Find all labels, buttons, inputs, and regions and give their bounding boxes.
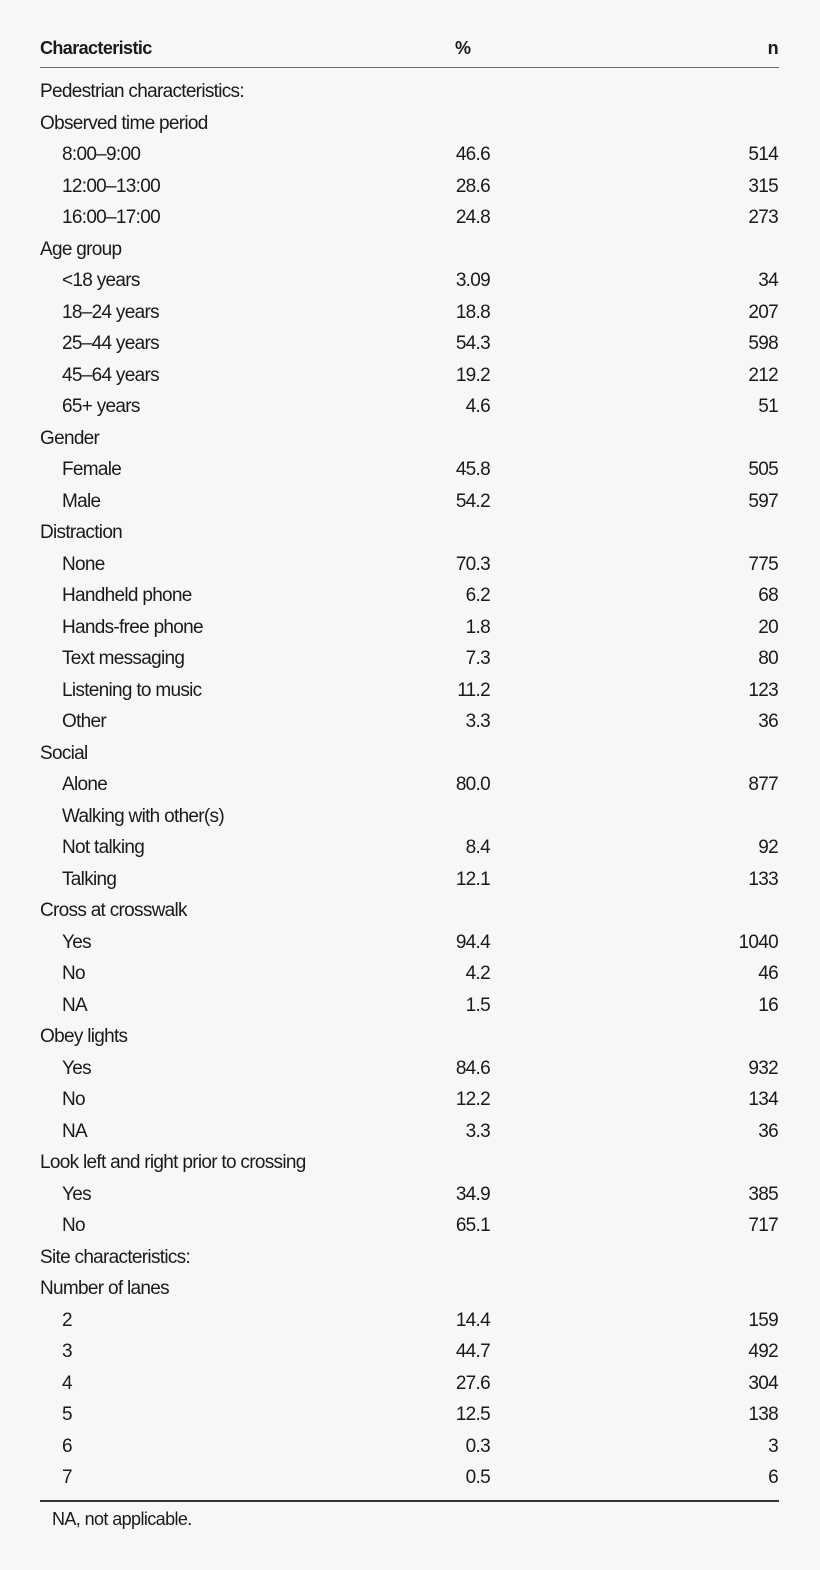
table-row [40, 612, 779, 644]
row-label: Other [62, 711, 107, 732]
row-percent: 0.5 [465, 1467, 490, 1488]
row-label: Social [40, 742, 88, 764]
row-n: 16 [758, 994, 778, 1016]
row-label: 5 [62, 1404, 72, 1425]
row-label: Distraction [40, 522, 123, 543]
table-header [40, 30, 779, 68]
row-label: Alone [62, 774, 108, 795]
row-label: Talking [62, 868, 117, 890]
row-label: Yes [62, 931, 91, 953]
row-n: 207 [748, 301, 778, 323]
row-percent: 12.5 [455, 1404, 490, 1425]
row-n: 159 [748, 1309, 778, 1331]
row-percent: 34.9 [455, 1183, 490, 1205]
row-percent: 27.6 [455, 1372, 490, 1394]
row-label: Obey lights [40, 1026, 128, 1047]
row-percent: 19.2 [455, 364, 490, 386]
table-row [40, 1368, 779, 1400]
row-label: Not talking [62, 837, 145, 858]
row-label: Walking with other(s) [62, 805, 224, 827]
table-row [40, 580, 779, 612]
table-row [40, 1210, 779, 1242]
row-n: 505 [748, 459, 778, 480]
row-n: 51 [758, 396, 778, 417]
row-label: No [62, 963, 85, 984]
row-percent: 94.4 [455, 931, 490, 953]
table-footnote: NA, not applicable. [52, 1508, 192, 1529]
characteristics-table [40, 30, 779, 1530]
row-percent: 84.6 [455, 1057, 490, 1079]
row-n: 134 [748, 1089, 778, 1110]
row-label: Yes [62, 1057, 91, 1079]
header-characteristic: Characteristic [40, 38, 152, 58]
row-n: 3 [768, 1435, 778, 1457]
table-group-row [40, 234, 779, 266]
row-n: 717 [748, 1215, 778, 1236]
row-percent: 7.3 [465, 648, 490, 669]
row-percent: 80.0 [455, 774, 490, 795]
row-label: Age group [40, 238, 122, 260]
row-label: 2 [62, 1309, 72, 1331]
table-row [40, 1462, 779, 1494]
row-n: 385 [748, 1183, 778, 1205]
row-percent: 18.8 [455, 301, 490, 323]
row-n: 46 [758, 963, 778, 984]
table-row [40, 1336, 779, 1368]
row-label: 65+ years [62, 396, 140, 417]
row-n: 315 [748, 175, 778, 197]
row-percent: 3.09 [455, 270, 490, 291]
row-label: Listening to music [62, 679, 202, 701]
header-percent: % [455, 38, 471, 58]
row-percent: 1.8 [465, 616, 490, 638]
row-label: 4 [62, 1372, 72, 1394]
table-group-row [40, 1147, 779, 1179]
table-group-row [40, 1242, 779, 1274]
row-n: 514 [748, 144, 778, 165]
row-label: 6 [62, 1435, 72, 1457]
row-label: None [62, 553, 105, 575]
table-row [40, 391, 779, 423]
row-percent: 14.4 [455, 1309, 490, 1331]
table-row [40, 769, 779, 801]
row-percent: 3.3 [465, 711, 490, 732]
row-label: NA [62, 994, 87, 1016]
table-body [40, 68, 779, 1494]
table-group-row [40, 76, 779, 108]
table-row [40, 139, 779, 171]
table-row [40, 832, 779, 864]
table-row [40, 171, 779, 203]
table-group-row [40, 895, 779, 927]
table-row [40, 1084, 779, 1116]
table-group-row [40, 1021, 779, 1053]
row-n: 36 [758, 711, 778, 732]
row-label: 12:00–13:00 [62, 175, 160, 197]
row-label: No [62, 1089, 85, 1110]
row-percent: 46.6 [455, 144, 490, 165]
row-label: 7 [62, 1467, 72, 1488]
row-label: No [62, 1215, 85, 1236]
row-percent: 4.6 [465, 396, 490, 417]
row-percent: 8.4 [465, 837, 490, 858]
row-n: 775 [748, 553, 778, 575]
table-row [40, 486, 779, 518]
row-percent: 44.7 [455, 1341, 490, 1362]
row-n: 932 [748, 1057, 778, 1079]
row-n: 20 [758, 616, 778, 638]
row-n: 597 [748, 490, 778, 512]
table-row [40, 1116, 779, 1148]
table-row [40, 990, 779, 1022]
table-group-row [40, 738, 779, 770]
row-label: Yes [62, 1183, 91, 1205]
row-label: Male [62, 490, 101, 512]
row-n: 36 [758, 1120, 778, 1142]
row-label: Text messaging [62, 648, 185, 669]
row-label: Gender [40, 427, 100, 449]
table-row [40, 1305, 779, 1337]
table-row [40, 1399, 779, 1431]
header-n: n [767, 38, 778, 58]
row-n: 6 [768, 1467, 778, 1488]
table-row [40, 706, 779, 738]
row-percent: 70.3 [455, 553, 490, 575]
table-row [40, 454, 779, 486]
table-row [40, 360, 779, 392]
row-n: 138 [748, 1404, 778, 1425]
row-percent: 0.3 [465, 1435, 490, 1457]
row-percent: 54.2 [455, 490, 490, 512]
row-n: 1040 [738, 931, 778, 953]
row-label: <18 years [62, 270, 140, 291]
row-label: Site characteristics: [40, 1246, 191, 1268]
table-row [40, 297, 779, 329]
row-label: 16:00–17:00 [62, 207, 160, 228]
table-group-row [40, 108, 779, 140]
row-label: NA [62, 1120, 87, 1142]
table-row [40, 675, 779, 707]
table-row [40, 927, 779, 959]
table-row [40, 265, 779, 297]
row-percent: 28.6 [455, 175, 490, 197]
row-n: 492 [748, 1341, 778, 1362]
table-row [40, 202, 779, 234]
table-group-row [40, 517, 779, 549]
table-row [40, 643, 779, 675]
row-label: Female [62, 459, 122, 480]
row-n: 123 [748, 679, 778, 701]
row-percent: 6.2 [465, 585, 490, 606]
row-percent: 24.8 [455, 207, 490, 228]
row-percent: 12.2 [455, 1089, 490, 1110]
row-n: 212 [748, 364, 778, 386]
row-n: 68 [758, 585, 778, 606]
table-group-row [40, 1273, 779, 1305]
row-label: Handheld phone [62, 585, 192, 606]
row-percent: 3.3 [465, 1120, 490, 1142]
row-label: 3 [62, 1341, 72, 1362]
row-label: Look left and right prior to crossing [40, 1152, 306, 1173]
table-row [40, 958, 779, 990]
row-label: Pedestrian characteristics: [40, 81, 244, 102]
row-n: 877 [748, 774, 778, 795]
row-percent: 12.1 [455, 868, 490, 890]
row-percent: 54.3 [455, 333, 490, 354]
row-percent: 1.5 [465, 994, 490, 1016]
table-row [40, 801, 779, 833]
row-label: Number of lanes [40, 1278, 169, 1299]
row-percent: 11.2 [457, 679, 490, 701]
row-n: 273 [748, 207, 778, 228]
row-label: 18–24 years [62, 301, 159, 323]
table-row [40, 864, 779, 896]
row-n: 598 [748, 333, 778, 354]
row-label: Hands-free phone [62, 616, 203, 638]
row-label: 25–44 years [62, 333, 159, 354]
table-row [40, 1179, 779, 1211]
row-percent: 45.8 [455, 459, 490, 480]
row-n: 34 [758, 270, 778, 291]
row-label: 8:00–9:00 [62, 144, 141, 165]
row-n: 133 [748, 868, 778, 890]
row-n: 92 [758, 837, 778, 858]
row-percent: 65.1 [455, 1215, 490, 1236]
table-row [40, 328, 779, 360]
table-row [40, 549, 779, 581]
row-percent: 4.2 [465, 963, 490, 984]
row-label: Cross at crosswalk [40, 900, 187, 921]
table-row [40, 1053, 779, 1085]
row-label: Observed time period [40, 112, 208, 134]
row-n: 80 [758, 648, 778, 669]
row-label: 45–64 years [62, 364, 159, 386]
table-group-row [40, 423, 779, 455]
table-row [40, 1431, 779, 1463]
row-n: 304 [748, 1372, 778, 1394]
